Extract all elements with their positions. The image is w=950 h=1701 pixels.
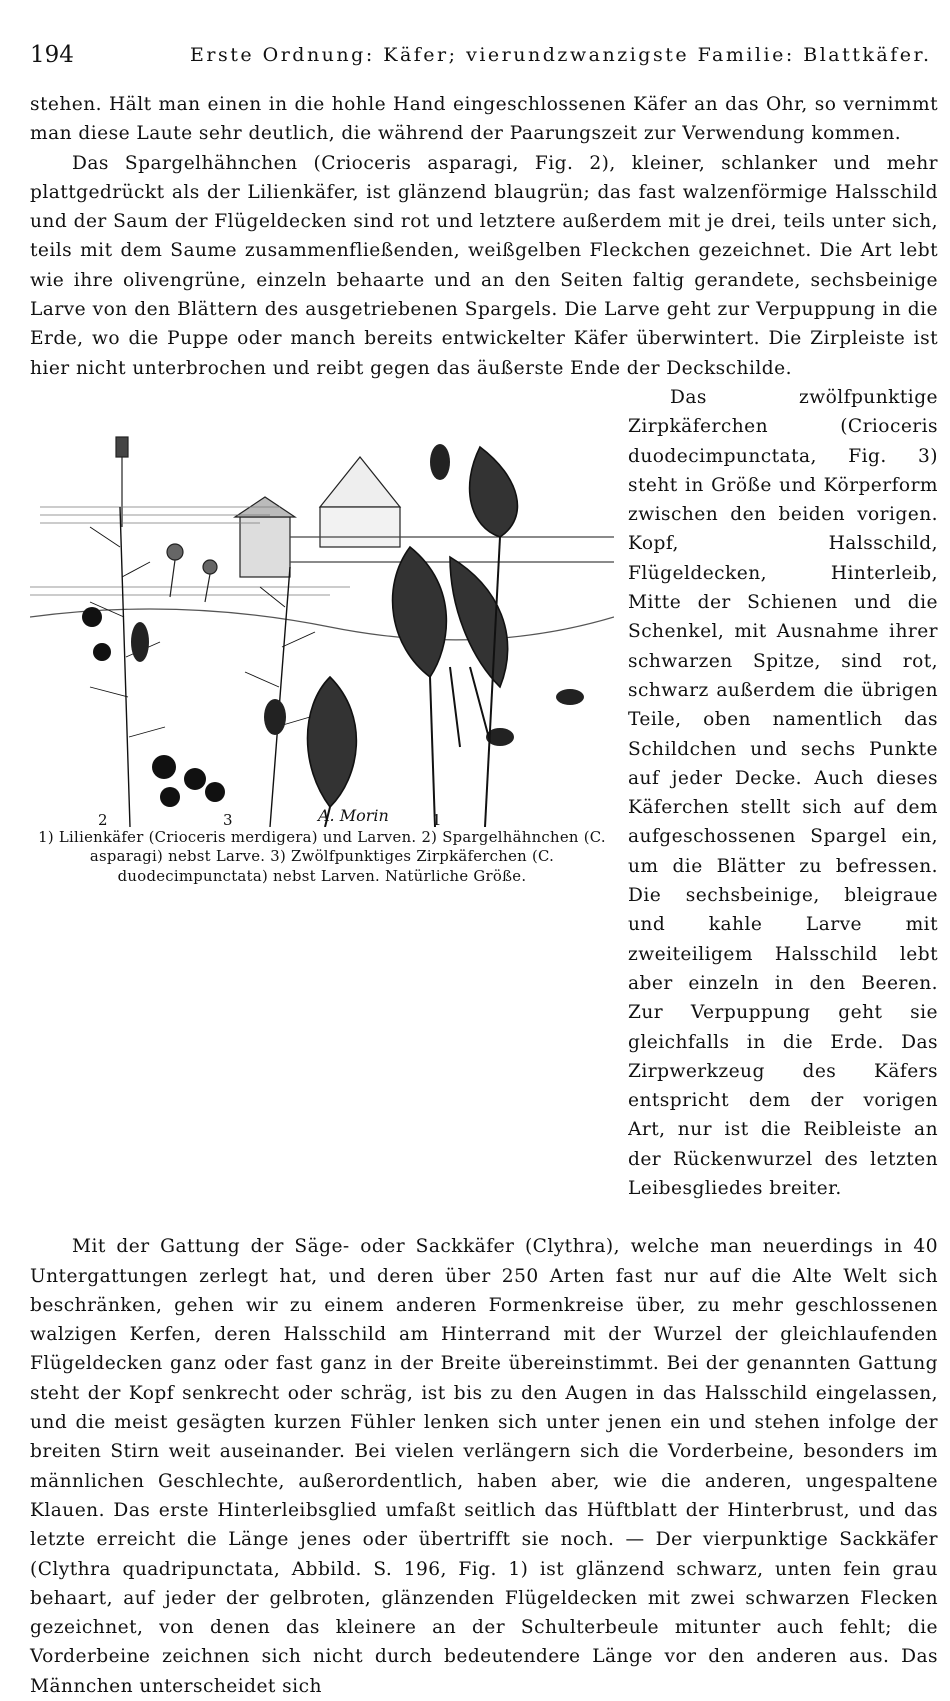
- page-header: [30, 36, 938, 70]
- figure-number-1: 1: [432, 810, 442, 829]
- figure-number-3: 3: [223, 810, 233, 829]
- paragraph-zirpkaeferchen: Das zwölfpunktige Zirpkäferchen (Crioceris duodecimpunctata, Fig. 3) steht in Größe und Körperform zwischen den beiden vorigen. Kopf, Halsschild, Flügeldecken, Hinterleib, Mitte der Schienen und die Schenkel, mit Ausnahme ihrer schwarzen Spitze, sind rot, schwarz außerdem die übrigen Teile, oben namentlich das Schildchen und sechs Punkte auf jeder Decke. Auch dieses Käferchen stellt sich auf dem aufgeschossenen Spargel ein, um die Blätter zu befressen. Die sechsbeinige, bleigraue und kahle Larve mit zweiteiligem Halsschild lebt aber einzeln in den Beeren. Zur Verpuppung geht sie gleichfalls in die Erde. Das Zirpwerkzeug des Käfers entspricht dem der vorigen Art, nur ist die Reibleiste an der Rückenwurzel des letzten Leibesgliedes breiter.: [628, 386, 938, 1199]
- running-title: Erste Ordnung: Käfer; vierundzwanzigste Familie: Blattkäfer.: [190, 44, 932, 66]
- paragraph-spargelhaehnchen: Das Spargelhähnchen (Crioceris asparagi, Fig. 2), kleiner, schlanker und mehr plattgedrückt als der Lilienkäfer, ist glänzend blaugrün; das fast walzenförmige Halsschild und der Saum der Flügeldecken sind rot und letztere außerdem mit je drei, teils unter sich, teils mit dem Saume zusammenfließenden, weißgelben Fleckchen gezeichnet. Die Art lebt wie ihre olivengrüne, einzeln behaarte und an den Seiten faltig gerandete, sechsbeinige Larve von den Blättern des ausgetriebenen Spargels. Die Larve geht zur Verpuppung in die Erde, wo die Puppe oder manch bereits entwickelter Käfer überwintert. Die Zirpleiste ist hier nicht unterbrochen und reibt gegen das äußerste Ende der Deckschilde.: [30, 152, 938, 379]
- illustration-figure: [30, 387, 614, 943]
- book-page: [30, 36, 938, 1701]
- artist-signature: A. Morin: [318, 805, 389, 825]
- figure-number-2: 2: [98, 810, 108, 829]
- figure-caption: 1) Lilienkäfer (Crioceris merdigera) und Larven. 2) Spargelhähnchen (C. asparagi) nebst Larve. 3) Zwölfpunktiges Zirpkäferchen (C. duodecimpunctata) nebst Larven. Natürliche Größe.: [38, 828, 606, 885]
- paragraph-continued: stehen. Hält man einen in die hohle Hand eingeschlossenen Käfer an das Ohr, so vernimmt man diese Laute sehr deutlich, die während der Paarungszeit zur Verwendung kommen.: [30, 94, 938, 145]
- beetle-illustration: [30, 387, 614, 827]
- page-number: 194: [30, 42, 74, 68]
- paragraph-sackkaefer: Mit der Gattung der Säge- oder Sackkäfer (Clythra), welche man neuerdings in 40 Untergattungen zerlegt hat, und deren über 250 Arten fast nur auf die Alte Welt sich beschränken, gehen wir zu einem anderen Formenkreise über, zu mehr geschlossenen walzigen Kerfen, deren Halsschild am Hinterrand mit der Wurzel der gleichlaufenden Flügeldecken ganz oder fast ganz in der Breite übereinstimmt. Bei der genannten Gattung steht der Kopf senkrecht oder schräg, ist bis zu den Augen in das Halsschild eingelassen, und die meist gesägten kurzen Fühler lenken sich unter jenen ein und stehen infolge der breiten Stirn weit auseinander. Bei vielen verlängern sich die Vorderbeine, besonders im männlichen Geschlechte, außerordentlich, haben aber, wie die anderen, ungespaltene Klauen. Das erste Hinterleibsglied umfaßt seitlich das Hüftblatt der Hinterbrust, und das letzte erreicht die Länge jenes oder übertrifft sie noch. — Der vierpunktige Sackkäfer (Clythra quadripunctata, Abbild. S. 196, Fig. 1) ist glänzend schwarz, unten fein grau behaart, auf jeder der gelbroten, glänzenden Flügeldecken mit zwei schwarzen Flecken gezeichnet, von denen das kleinere an der Schulterbeule mitunter auch fehlt; die Vorderbeine zeichnen sich nicht durch bedeutendere Länge vor den anderen aus. Das Männchen unterscheidet sich: [30, 1236, 938, 1697]
